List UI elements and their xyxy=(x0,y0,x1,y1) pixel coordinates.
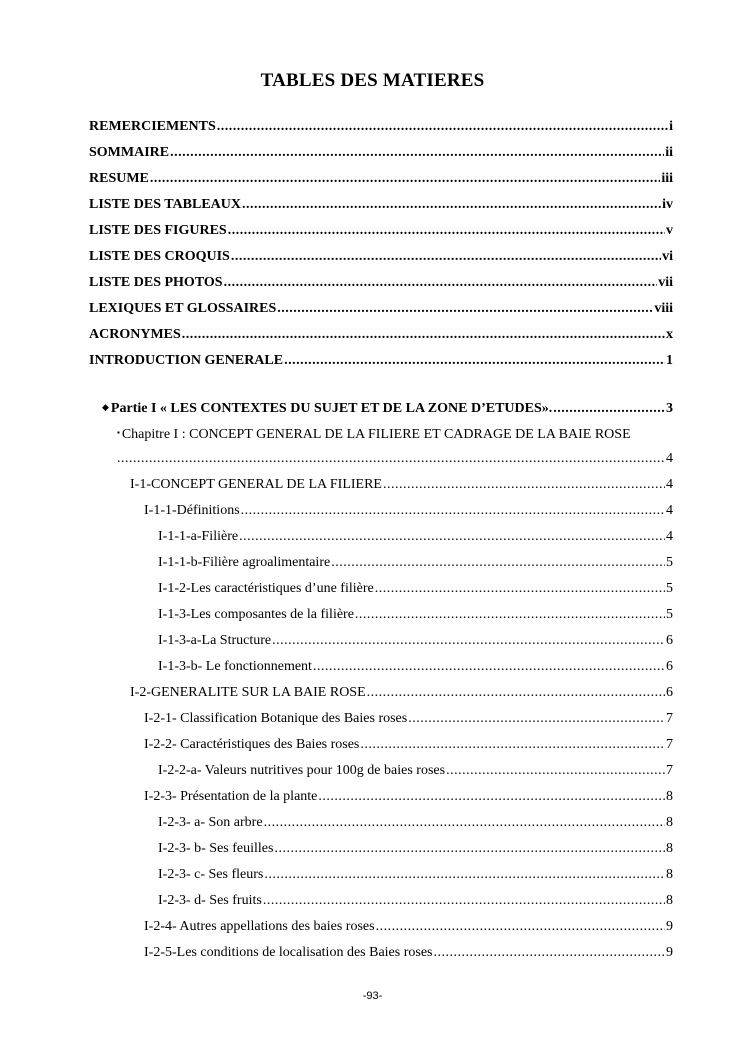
dot-leader xyxy=(182,322,665,348)
toc-entry-label: I-2-5-Les conditions de localisation des Baies roses xyxy=(144,945,433,960)
dot-leader xyxy=(150,166,660,192)
toc-entry-liste-figures[interactable] xyxy=(89,218,673,244)
toc-entry-label: LISTE DES PHOTOS xyxy=(89,275,223,290)
toc-entry-label: LISTE DES TABLEAUX xyxy=(89,197,241,212)
table-of-contents xyxy=(89,114,673,966)
dot-leader xyxy=(367,680,665,706)
dot-leader xyxy=(383,472,665,498)
toc-entry[interactable] xyxy=(89,472,673,498)
dot-leader xyxy=(375,576,665,602)
toc-entry[interactable] xyxy=(89,498,673,524)
toc-entry-page: 1 xyxy=(666,353,673,368)
dot-leader xyxy=(376,914,665,940)
toc-entry-page: iv xyxy=(662,197,673,212)
dot-leader xyxy=(241,498,665,524)
toc-entry-page: 4 xyxy=(666,529,673,544)
toc-entry[interactable] xyxy=(89,576,673,602)
toc-entry-label: I-2-3- a- Son arbre xyxy=(158,815,263,830)
toc-entry-page: ii xyxy=(665,145,673,160)
toc-entry-page: 8 xyxy=(666,789,673,804)
toc-entry-label: LISTE DES FIGURES xyxy=(89,223,227,238)
toc-entry-page: 8 xyxy=(666,867,673,882)
toc-entry-label: RESUME xyxy=(89,171,149,186)
chapter-title: Chapitre I : CONCEPT GENERAL DE LA FILIERE ET CADRAGE DE LA BAIE ROSE xyxy=(121,427,631,442)
dot-leader xyxy=(318,784,665,810)
toc-entry-liste-photos[interactable] xyxy=(89,270,673,296)
toc-entry-label: I-2-3- Présentation de la plante xyxy=(144,789,318,804)
toc-entry-page: viii xyxy=(654,301,673,316)
toc-entry[interactable] xyxy=(89,914,673,940)
toc-entry-label: I-1-2-Les caractéristiques d’une filière xyxy=(158,581,374,596)
toc-entry-page: 9 xyxy=(666,919,673,934)
toc-entry-label: I-1-CONCEPT GENERAL DE LA FILIERE xyxy=(130,477,382,492)
toc-entry-label: REMERCIEMENTS xyxy=(89,119,216,134)
dot-leader xyxy=(553,396,665,422)
toc-entry-page: 5 xyxy=(666,581,673,596)
toc-entry-label: I-2-3- b- Ses feuilles xyxy=(158,841,274,856)
toc-entry-partie-1[interactable] xyxy=(89,394,673,420)
dot-leader xyxy=(242,192,661,218)
toc-entry-introduction[interactable] xyxy=(89,348,673,374)
dot-leader xyxy=(239,524,665,550)
toc-entry-page: 4 xyxy=(666,451,673,466)
toc-entry[interactable] xyxy=(89,654,673,680)
toc-entry-label: I-2-3- c- Ses fleurs xyxy=(158,867,264,882)
dot-leader xyxy=(277,296,653,322)
page-number: -93- xyxy=(362,990,383,1002)
toc-entry-label: INTRODUCTION GENERALE xyxy=(89,353,284,368)
toc-entry-page: 5 xyxy=(666,555,673,570)
toc-entry-page: 7 xyxy=(666,763,673,778)
toc-entry-page: 6 xyxy=(666,659,673,674)
dot-leader xyxy=(313,654,665,680)
toc-entry-page: 4 xyxy=(666,503,673,518)
toc-entry-page: 9 xyxy=(666,945,673,960)
toc-entry[interactable] xyxy=(89,628,673,654)
toc-entry-label: I-1-1-a-Filière xyxy=(158,529,239,544)
diamond-bullet-icon: ◆ xyxy=(102,402,109,412)
toc-entry-label: I-2-1- Classification Botanique des Baies roses xyxy=(144,711,408,726)
toc-entry-acronymes[interactable] xyxy=(89,322,673,348)
toc-entry-page: iii xyxy=(661,171,673,186)
toc-entry-page: 8 xyxy=(666,841,673,856)
toc-entry-page: v xyxy=(666,223,673,238)
toc-entry-page: x xyxy=(666,327,673,342)
toc-entry[interactable] xyxy=(89,784,673,810)
part-title: Partie I « LES CONTEXTES DU SUJET ET DE LA ZONE D’ETUDES». xyxy=(110,401,553,416)
toc-entry-label: I-1-3-Les composantes de la filière xyxy=(158,607,354,622)
toc-entry-page: i xyxy=(669,119,673,134)
toc-entry-label xyxy=(102,394,552,422)
toc-entry-label xyxy=(117,420,631,448)
toc-entry-label: I-2-3- d- Ses fruits xyxy=(158,893,262,908)
toc-entry[interactable] xyxy=(89,810,673,836)
dot-leader xyxy=(263,888,665,914)
toc-entry-chapitre-1[interactable] xyxy=(89,420,673,446)
toc-entry-page: 8 xyxy=(666,893,673,908)
toc-entry-liste-tableaux[interactable] xyxy=(89,192,673,218)
toc-entry-label: I-2-2-a- Valeurs nutritives pour 100g de baies roses xyxy=(158,763,446,778)
toc-entry-page: vi xyxy=(662,249,673,264)
dot-leader xyxy=(117,446,665,472)
dot-leader xyxy=(355,602,665,628)
toc-entry-label: I-1-1-b-Filière agroalimentaire xyxy=(158,555,331,570)
toc-entry[interactable] xyxy=(89,940,673,966)
toc-entry[interactable] xyxy=(89,758,673,784)
toc-entry-label: I-1-3-a-La Structure xyxy=(158,633,272,648)
toc-entry-page: 7 xyxy=(666,711,673,726)
toc-entry-label: LISTE DES CROQUIS xyxy=(89,249,230,264)
dot-leader xyxy=(408,706,665,732)
dot-leader xyxy=(228,218,665,244)
dot-leader xyxy=(217,114,668,140)
toc-entry[interactable] xyxy=(89,602,673,628)
toc-entry-page: 7 xyxy=(666,737,673,752)
toc-entry[interactable] xyxy=(89,706,673,732)
toc-entry[interactable] xyxy=(89,550,673,576)
toc-entry-sommaire[interactable] xyxy=(89,140,673,166)
toc-entry-label: I-2-GENERALITE SUR LA BAIE ROSE xyxy=(130,685,366,700)
dot-leader xyxy=(272,628,665,654)
toc-entry-page: 5 xyxy=(666,607,673,622)
toc-entry-label: I-1-1-Définitions xyxy=(144,503,240,518)
dot-leader xyxy=(331,550,665,576)
dot-leader xyxy=(433,940,665,966)
toc-entry[interactable] xyxy=(89,732,673,758)
dot-leader xyxy=(274,836,665,862)
dot-leader xyxy=(284,348,665,374)
toc-entry-page: 4 xyxy=(666,477,673,492)
toc-entry-remerciements[interactable] xyxy=(89,114,673,140)
toc-entry-liste-croquis[interactable] xyxy=(89,244,673,270)
page-title: TABLES DES MATIERES xyxy=(260,70,485,91)
dot-leader xyxy=(170,140,664,166)
toc-entry-label: I-1-3-b- Le fonctionnement xyxy=(158,659,312,674)
square-bullet-icon: ▪ xyxy=(117,428,120,437)
toc-entry-lexiques[interactable] xyxy=(89,296,673,322)
toc-entry[interactable] xyxy=(89,524,673,550)
toc-entry-chapitre-1-continuation[interactable] xyxy=(89,446,673,472)
dot-leader xyxy=(264,862,665,888)
toc-entry-label: LEXIQUES ET GLOSSAIRES xyxy=(89,301,277,316)
toc-entry[interactable] xyxy=(89,862,673,888)
dot-leader xyxy=(446,758,665,784)
toc-entry-label: I-2-2- Caractéristiques des Baies roses xyxy=(144,737,360,752)
toc-entry[interactable] xyxy=(89,888,673,914)
toc-entry-label: I-2-4- Autres appellations des baies roses xyxy=(144,919,375,934)
toc-entry-page: 8 xyxy=(666,815,673,830)
dot-leader xyxy=(264,810,665,836)
toc-entry-page: vii xyxy=(658,275,673,290)
toc-entry-page: 6 xyxy=(666,633,673,648)
toc-entry-label: ACRONYMES xyxy=(89,327,181,342)
toc-entry-page: 6 xyxy=(666,685,673,700)
toc-entry-label: SOMMAIRE xyxy=(89,145,170,160)
toc-entry-resume[interactable] xyxy=(89,166,673,192)
dot-leader xyxy=(224,270,658,296)
toc-entry[interactable] xyxy=(89,836,673,862)
toc-entry-page: 3 xyxy=(666,401,673,416)
toc-entry[interactable] xyxy=(89,680,673,706)
dot-leader xyxy=(360,732,665,758)
dot-leader xyxy=(231,244,661,270)
section-spacer xyxy=(89,374,673,394)
